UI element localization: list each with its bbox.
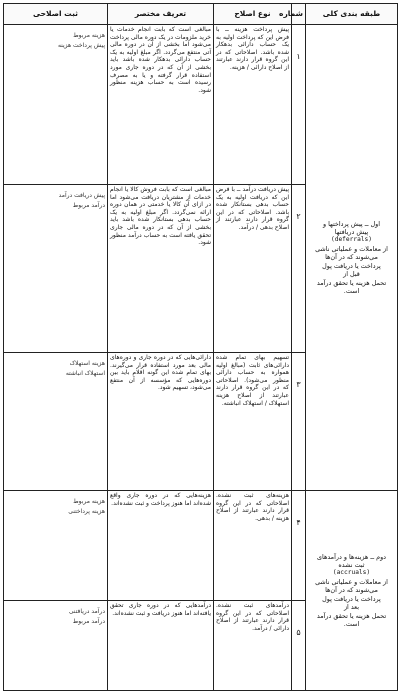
category-line: پرداخت یا دریافت پول xyxy=(322,261,381,270)
category-cell-deferrals xyxy=(306,25,398,491)
item-type-cell: هزینه‌های ثبت نشده. اصلاحاتی که در این گروه قرار دارند عبارتند از اصلاح هزینه / بدهی. xyxy=(214,491,292,601)
credit-account: هزینه پرداختنی xyxy=(68,508,105,515)
item-type-cell: پیش پرداخت هزینه ــ با فرض این که پرداخت اولیه به یک حساب دارائی بدهکار شده باشد. اصلاحاتی که در این گروه قرار دارند عبارتند از اصلاح دارائی / هزینه. xyxy=(214,25,292,185)
credit-account: درآمد مربوط xyxy=(72,202,105,209)
row-number: ۳ xyxy=(292,353,306,491)
category-line: از معاملات و عملیاتی ناشی xyxy=(315,577,388,586)
debit-account: هزینه مربوط xyxy=(73,498,105,505)
debit-account: درآمد دریافتنی xyxy=(68,608,105,615)
header-definition: تعریف مختصر xyxy=(108,4,214,25)
category-line: دوم ــ هزینه‌ها و درآمدهای xyxy=(317,552,386,561)
category-line: می‌شوند که در آن‌ها xyxy=(325,586,378,595)
category-line: بعد از xyxy=(343,603,360,612)
category-line: پیش دریافتها xyxy=(334,228,369,237)
definition-cell: مبالغی است که بابت فروش کالا یا انجام خدمات از مشتریان دریافت می‌شود اما در ازای آن کالا یا خدمتی در همان دوره ارائه نمی‌گردد. اگر مبلغ اولیه به یک حساب بدهی بستانکار شده باشد باید بخشی از آن که در دوره مالی جاری تحقق یافته است به حساب درآمد منظور شود. xyxy=(108,185,214,353)
debit-account: هزینه مربوط xyxy=(73,32,105,39)
category-line: ثبت نشده xyxy=(338,561,365,570)
account-cell xyxy=(4,601,108,691)
debit-account: پیش دریافت درآمد xyxy=(58,192,105,199)
definition-cell: درآمدهایی که در دوره جاری تحقق یافته‌اند اما هنوز دریافت و ثبت نشده‌اند. xyxy=(108,601,214,691)
category-line: می‌شوند که در آن‌ها xyxy=(325,253,378,262)
table-row xyxy=(4,491,398,601)
header-item-type: نوع اصلاح xyxy=(214,4,292,25)
credit-account: پیش پرداخت هزینه xyxy=(57,42,105,49)
category-line: پرداخت یا دریافت پول xyxy=(322,594,381,603)
debit-account: هزینه استهلاک xyxy=(69,360,105,367)
item-type-cell: تسهیم بهای تمام شده دارائی‌های ثابت (مبالغ اولیه همواره به حساب دارائی منظور می‌شود). اصلاحاتی که در این گروه قرار دارند عبارتند از اصلاح هزینه استهلاک / استهلاک انباشته. xyxy=(214,353,292,491)
header-number: شماره xyxy=(292,4,306,25)
account-cell xyxy=(4,25,108,185)
header-row xyxy=(4,4,398,25)
category-line: اول ــ پیش پرداختها و xyxy=(322,219,380,228)
category-line: تحمل هزینه یا تحقق درآمد xyxy=(316,611,387,620)
item-type-cell: درآمدهای ثبت نشده. اصلاحاتی که در این گروه قرار دارند عبارتند از اصلاح دارائی / درآمد. xyxy=(214,601,292,691)
definition-cell: مبالغی است که بابت انجام خدمات یا خرید ملزومات در یک دوره مالی پرداخت می‌شود اما بخشی از آن در دوره مالی آتی منتفع می‌گردد. اگر مبلغ اولیه به یک حساب دارائی بدهکار شده باشد باید بخشی از آن که در دوره جاری مورد استفاده قرار گرفته و یا به مصرف رسیده است به حساب هزینه منظور شود. xyxy=(108,25,214,185)
definition-cell: هزینه‌هایی که در دوره جاری واقع شده‌اند اما هنوز پرداخت و ثبت نشده‌اند. xyxy=(108,491,214,601)
account-cell xyxy=(4,353,108,491)
table-row xyxy=(4,25,398,185)
item-type-cell: پیش دریافت درآمد ــ با فرض این که دریافت اولیه به یک حساب بدهی بستانکار شده باشد. اصلاحاتی که در این گروه قرار دارند عبارتند از اصلاح بدهی / درآمد. xyxy=(214,185,292,353)
credit-account: درآمد مربوط xyxy=(72,618,105,625)
header-category: طبقه بندی کلی xyxy=(306,4,398,25)
header-account-name: ثبت اصلاحی xyxy=(4,4,108,25)
account-cell xyxy=(4,491,108,601)
row-number: ۴ xyxy=(292,491,306,601)
definition-cell: دارائی‌هایی که در دوره جاری و دوره‌های مالی بعد مورد استفاده قرار می‌گیرند. بهای تمام شده این گونه اقلام باید بین دوره‌هایی که مؤسسه از آن منتفع می‌شود، تسهیم شود. xyxy=(108,353,214,491)
category-line: از معاملات و عملیاتی ناشی xyxy=(315,244,388,253)
category-line: است. xyxy=(343,619,360,628)
category-cell-accruals xyxy=(306,491,398,691)
row-number: ۱ xyxy=(292,25,306,185)
category-line: قبل از xyxy=(343,270,360,279)
category-line: تحمل هزینه یا تحقق درآمد xyxy=(316,278,387,287)
category-english-term: (deferrals) xyxy=(331,236,372,244)
account-cell xyxy=(4,185,108,353)
category-english-term: (accruals) xyxy=(332,569,371,577)
credit-account: استهلاک انباشته xyxy=(65,370,105,377)
category-line: است. xyxy=(343,286,360,295)
adjusting-entries-table xyxy=(3,3,398,691)
row-number: ۵ xyxy=(292,601,306,691)
row-number: ۲ xyxy=(292,185,306,353)
